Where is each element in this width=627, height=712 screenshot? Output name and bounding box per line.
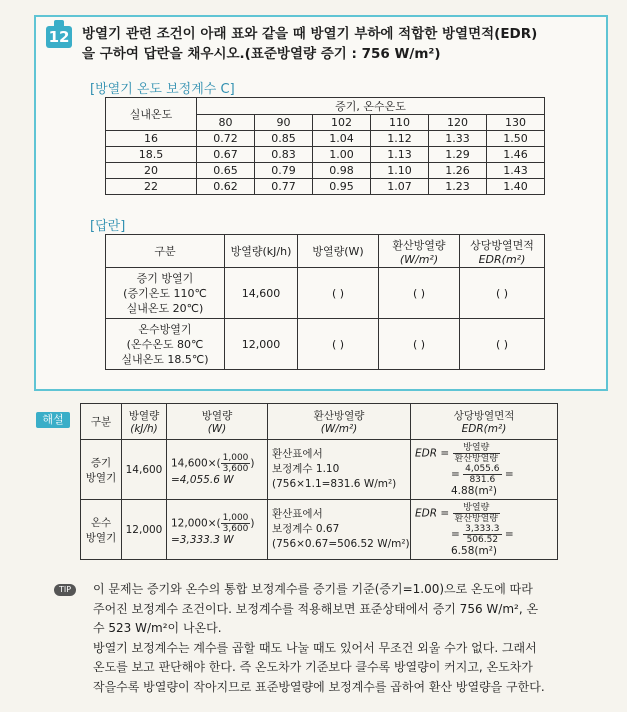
frac-num: 4,055.6 bbox=[465, 463, 500, 474]
frac-den: 환산방열량 bbox=[454, 453, 498, 464]
table-row bbox=[106, 268, 545, 319]
frac-den: 506.52 bbox=[466, 534, 499, 545]
cell: 1.13 bbox=[371, 147, 429, 163]
answer-blank[interactable]: ( ) bbox=[379, 319, 460, 370]
tip-badge: TIP bbox=[54, 584, 76, 596]
edr-frac1 bbox=[453, 503, 500, 524]
tip-line: 주어진 보정계수 조건이다. 보정계수를 적용해보면 표준상태에서 증기 756 W/m², 온 bbox=[93, 601, 539, 616]
problem-text-line2: 을 구하여 답란을 채우시오.(표준방열량 증기 : 756 W/m²) bbox=[82, 46, 441, 62]
conv-line: (756×1.1=831.6 W/m²) bbox=[272, 478, 397, 490]
row-label-line: 실내온도 18.5℃) bbox=[121, 352, 209, 366]
sol-kjh: 12,000 bbox=[122, 500, 167, 560]
cell: 0.72 bbox=[197, 131, 255, 147]
w-pre: 12,000×( bbox=[171, 517, 221, 530]
answer-table bbox=[105, 234, 545, 370]
table2-title: [답란] bbox=[90, 219, 126, 234]
cell: 0.79 bbox=[255, 163, 313, 179]
row-label-line: (온수온도 80℃ bbox=[126, 337, 204, 351]
frac-num: 방열량 bbox=[453, 443, 500, 454]
tip-text bbox=[93, 580, 593, 697]
table-row bbox=[106, 131, 545, 147]
row-label bbox=[106, 268, 225, 319]
cell: 1.29 bbox=[429, 147, 487, 163]
w-frac bbox=[221, 513, 251, 534]
header-kjh: 방열량(kJ/h) bbox=[225, 235, 298, 268]
cell: 0.83 bbox=[255, 147, 313, 163]
row-temp: 20 bbox=[106, 163, 197, 179]
tip-line: 온도를 보고 판단해야 한다. 즉 온도차가 기준보다 클수록 방열량이 커지고, 온도차가 bbox=[93, 660, 533, 674]
cell: 0.62 bbox=[197, 179, 255, 195]
col-header: 102 bbox=[313, 115, 371, 131]
sol-name bbox=[81, 500, 122, 560]
edr-result: = 6.58(m²) bbox=[451, 528, 514, 557]
answer-blank[interactable]: ( ) bbox=[298, 268, 379, 319]
sol-header-line: (kJ/h) bbox=[130, 423, 158, 435]
frac-num: 방열량 bbox=[453, 503, 500, 514]
cell: 0.95 bbox=[313, 179, 371, 195]
conv-line: 보정계수 0.67 bbox=[272, 523, 340, 535]
col-header: 130 bbox=[487, 115, 545, 131]
sol-converted bbox=[268, 440, 411, 500]
sol-header-line: 상당방열면적 bbox=[453, 410, 515, 422]
frac-num: 3,333.3 bbox=[465, 523, 500, 534]
table-row bbox=[106, 179, 545, 195]
cell: 1.00 bbox=[313, 147, 371, 163]
sol-name-line: 방열기 bbox=[85, 471, 117, 484]
w-pre: 14,600×( bbox=[171, 457, 221, 470]
table-row bbox=[81, 500, 558, 560]
header-converted-unit: (W/m²) bbox=[399, 252, 439, 266]
sol-header bbox=[411, 404, 558, 440]
cell: 1.43 bbox=[487, 163, 545, 179]
tip-line: 작을수록 방열량이 작아지므로 표준방열량에 보정계수를 곱하여 환산 방열량을 구한다. bbox=[93, 679, 545, 694]
frac-den: 3,600 bbox=[222, 464, 249, 474]
row-temp: 16 bbox=[106, 131, 197, 147]
conv-line: 보정계수 1.10 bbox=[272, 463, 340, 475]
answer-blank[interactable]: ( ) bbox=[298, 319, 379, 370]
w-post: ) bbox=[250, 517, 255, 530]
table-row bbox=[106, 319, 545, 370]
col-header: 110 bbox=[371, 115, 429, 131]
sol-header bbox=[167, 404, 268, 440]
w-post: ) bbox=[250, 457, 255, 470]
edr-frac2 bbox=[463, 464, 501, 485]
table-row bbox=[106, 163, 545, 179]
col-header: 120 bbox=[429, 115, 487, 131]
sol-header-line: 방열량 bbox=[201, 410, 233, 422]
tip-line: 이 문제는 증기와 온수의 통합 보정계수를 증기를 기준(증기=1.00)으로 온도에 따라 bbox=[93, 582, 533, 596]
cell: 1.26 bbox=[429, 163, 487, 179]
header-converted bbox=[379, 235, 460, 268]
edr-lhs: EDR = bbox=[415, 507, 450, 519]
conv-line: 환산표에서 bbox=[272, 448, 323, 460]
cell: 0.65 bbox=[197, 163, 255, 179]
answer-blank[interactable]: ( ) bbox=[379, 268, 460, 319]
cell: 1.33 bbox=[429, 131, 487, 147]
sol-header: 구분 bbox=[81, 404, 122, 440]
correction-table bbox=[105, 97, 545, 195]
sol-header-line: (W) bbox=[207, 423, 227, 435]
col-header: 80 bbox=[197, 115, 255, 131]
header-edr-unit: EDR(m²) bbox=[478, 252, 526, 266]
row-label-line: 온수방열기 bbox=[138, 322, 192, 336]
frac-num: 1,000 bbox=[222, 513, 249, 523]
cell: 1.12 bbox=[371, 131, 429, 147]
edr-result: = 4.88(m²) bbox=[451, 468, 514, 497]
tip-line: 방열기 보정계수는 계수를 곱할 때도 나눌 때도 있어서 무조건 외울 수가 없다. 그래서 bbox=[93, 640, 537, 655]
header-w: 방열량(W) bbox=[298, 235, 379, 268]
header-converted-label: 환산방열량 bbox=[392, 238, 446, 252]
kjh-value: 14,600 bbox=[225, 268, 298, 319]
edr-lhs: EDR = bbox=[415, 447, 450, 459]
row-temp: 22 bbox=[106, 179, 197, 195]
row-header: 실내온도 bbox=[106, 98, 197, 131]
sol-header-line: 환산방열량 bbox=[313, 410, 365, 422]
problem-number: 12 bbox=[46, 26, 72, 48]
cell: 0.67 bbox=[197, 147, 255, 163]
tip-line: 수 523 W/m²이 나온다. bbox=[93, 621, 222, 635]
sol-header-line: 방열량 bbox=[128, 410, 160, 422]
cell: 1.07 bbox=[371, 179, 429, 195]
kjh-value: 12,000 bbox=[225, 319, 298, 370]
header-category: 구분 bbox=[106, 235, 225, 268]
solution-table bbox=[80, 403, 558, 560]
row-label bbox=[106, 319, 225, 370]
row-label-line: 실내온도 20℃) bbox=[126, 301, 204, 315]
sol-header bbox=[122, 404, 167, 440]
cell: 1.04 bbox=[313, 131, 371, 147]
frac-num: 1,000 bbox=[222, 453, 249, 463]
edr-frac2 bbox=[463, 524, 501, 545]
sol-kjh: 14,600 bbox=[122, 440, 167, 500]
problem-text-line1: 방열기 관련 조건이 아래 표와 같을 때 방열기 부하에 적합한 방열면적(EDR) bbox=[82, 26, 538, 42]
answer-blank[interactable]: ( ) bbox=[460, 268, 545, 319]
cell: 0.85 bbox=[255, 131, 313, 147]
conv-line: 환산표에서 bbox=[272, 508, 323, 520]
answer-blank[interactable]: ( ) bbox=[460, 319, 545, 370]
cell: 1.10 bbox=[371, 163, 429, 179]
row-label-line: 증기 방열기 bbox=[136, 271, 194, 285]
cell: 1.40 bbox=[487, 179, 545, 195]
w-result: =3,333.3 W bbox=[171, 534, 234, 546]
solution-badge: 해설 bbox=[36, 412, 70, 428]
cell: 0.98 bbox=[313, 163, 371, 179]
header-edr-label: 상당방열면적 bbox=[470, 238, 534, 252]
sol-edr: EDR = $\frac{\text{방열량}}{\text{환산방열량}}$ = $\frac{3,333.3}{506.52}$ = 6.58(m²) bbox=[411, 500, 558, 560]
conv-line: (756×0.67=506.52 W/m²) bbox=[272, 538, 410, 550]
cell: 1.23 bbox=[429, 179, 487, 195]
cell: 1.46 bbox=[487, 147, 545, 163]
edr-frac1 bbox=[453, 443, 500, 464]
group-header: 증기, 온수온도 bbox=[197, 98, 545, 115]
sol-edr: EDR = $\frac{\text{방열량}}{\text{환산방열량}}$ = $\frac{4,055.6}{831.6}$ = 4.88(m²) bbox=[411, 440, 558, 500]
sol-watt bbox=[167, 500, 268, 560]
w-frac bbox=[221, 453, 251, 474]
frac-den: 환산방열량 bbox=[454, 513, 498, 524]
sol-header bbox=[268, 404, 411, 440]
sol-header-line: (W/m²) bbox=[320, 423, 358, 435]
sol-name-line: 온수 bbox=[90, 516, 112, 529]
row-label-line: (증기온도 110℃ bbox=[123, 286, 207, 300]
table-row bbox=[81, 440, 558, 500]
problem-text bbox=[82, 24, 592, 64]
sol-watt bbox=[167, 440, 268, 500]
frac-den: 3,600 bbox=[222, 524, 249, 534]
w-result: =4,055.6 W bbox=[171, 474, 234, 486]
table-row bbox=[106, 147, 545, 163]
cell: 0.77 bbox=[255, 179, 313, 195]
row-temp: 18.5 bbox=[106, 147, 197, 163]
frac-den: 831.6 bbox=[469, 474, 496, 485]
sol-name-line: 방열기 bbox=[85, 531, 117, 544]
table1-title: [방열기 온도 보정계수 C] bbox=[90, 82, 235, 97]
sol-converted bbox=[268, 500, 411, 560]
cell: 1.50 bbox=[487, 131, 545, 147]
col-header: 90 bbox=[255, 115, 313, 131]
header-edr bbox=[460, 235, 545, 268]
sol-name-line: 증기 bbox=[90, 456, 112, 469]
sol-header-line: EDR(m²) bbox=[461, 423, 507, 435]
sol-name bbox=[81, 440, 122, 500]
